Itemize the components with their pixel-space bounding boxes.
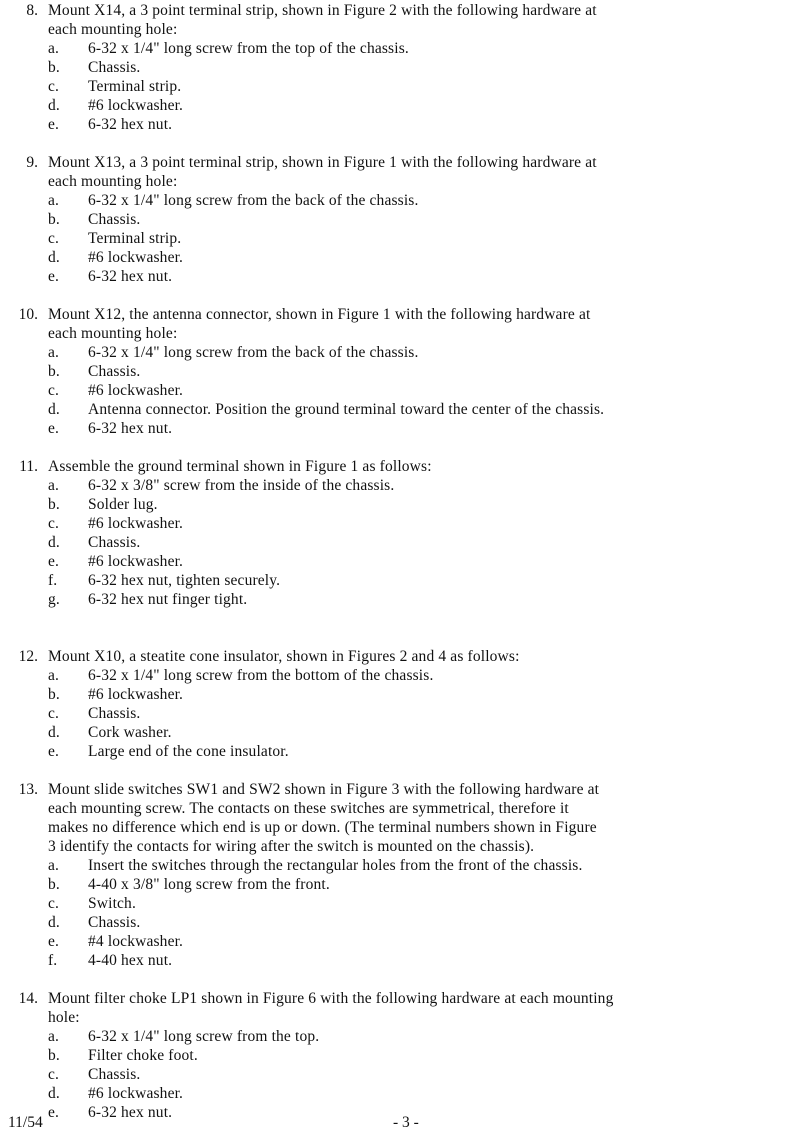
sub-step-text: Chassis. bbox=[88, 534, 141, 551]
sub-step bbox=[48, 590, 800, 609]
sub-step bbox=[48, 514, 800, 533]
step-text: each mounting hole: bbox=[48, 21, 178, 38]
sub-step-letter: c. bbox=[48, 705, 60, 722]
step-number: 14. bbox=[18, 990, 38, 1007]
step-text: Mount X10, a steatite cone insulator, shown in Figures 2 and 4 as follows: bbox=[48, 648, 520, 665]
sub-step-text: #6 lockwasher. bbox=[88, 686, 184, 703]
sub-step-text: 6-32 x 1/4" long screw from the top. bbox=[88, 1028, 320, 1045]
sub-step-letter: a. bbox=[48, 344, 60, 361]
sub-step-letter: b. bbox=[48, 59, 60, 76]
sub-step bbox=[48, 742, 800, 761]
sub-step bbox=[48, 894, 800, 913]
sub-step-letter: a. bbox=[48, 1028, 60, 1045]
sub-step-text: #4 lockwasher. bbox=[88, 933, 184, 950]
sub-step bbox=[48, 1103, 800, 1122]
sub-step-letter: e. bbox=[48, 420, 60, 437]
sub-step-text: #6 lockwasher. bbox=[88, 553, 184, 570]
sub-step-letter: c. bbox=[48, 895, 60, 912]
sub-step-letter: b. bbox=[48, 363, 60, 380]
page-number: - 3 - bbox=[393, 1114, 419, 1131]
sub-step-text: Chassis. bbox=[88, 59, 141, 76]
sub-step-letter: a. bbox=[48, 667, 60, 684]
sub-step-text: 6-32 x 1/4" long screw from the top of the chassis. bbox=[88, 40, 409, 57]
sub-step bbox=[48, 362, 800, 381]
sub-step-text: 4-40 hex nut. bbox=[88, 952, 173, 969]
step-item bbox=[0, 989, 800, 1122]
sub-step-letter: a. bbox=[48, 40, 60, 57]
sub-step-text: Chassis. bbox=[88, 705, 141, 722]
sub-step bbox=[48, 77, 800, 96]
sub-step bbox=[48, 191, 800, 210]
sub-step bbox=[48, 875, 800, 894]
sub-step bbox=[48, 381, 800, 400]
step-item bbox=[0, 780, 800, 970]
sub-step bbox=[48, 685, 800, 704]
step-text: Mount X12, the antenna connector, shown in Figure 1 with the following hardware at bbox=[48, 306, 591, 323]
sub-step-letter: f. bbox=[48, 572, 58, 589]
sub-step-text: Terminal strip. bbox=[88, 230, 182, 247]
sub-step-text: #6 lockwasher. bbox=[88, 382, 184, 399]
step-text: Assemble the ground terminal shown in Figure 1 as follows: bbox=[48, 458, 432, 475]
step-text: each mounting hole: bbox=[48, 325, 178, 342]
sub-step-text: Antenna connector. Position the ground terminal toward the center of the chassis. bbox=[88, 401, 605, 418]
sub-step-text: #6 lockwasher. bbox=[88, 515, 184, 532]
step-text: hole: bbox=[48, 1009, 80, 1026]
step-number: 8. bbox=[26, 2, 38, 19]
sub-step-text: 4-40 x 3/8" long screw from the front. bbox=[88, 876, 330, 893]
sub-step-letter: d. bbox=[48, 534, 60, 551]
sub-step-text: 6-32 hex nut. bbox=[88, 420, 173, 437]
sub-step bbox=[48, 951, 800, 970]
sub-step-letter: g. bbox=[48, 591, 60, 608]
step-item bbox=[0, 647, 800, 761]
sub-step bbox=[48, 704, 800, 723]
sub-step bbox=[48, 39, 800, 58]
sub-step bbox=[48, 400, 800, 419]
sub-step-letter: a. bbox=[48, 192, 60, 209]
sub-step bbox=[48, 533, 800, 552]
sub-step-text: 6-32 x 1/4" long screw from the back of the chassis. bbox=[88, 344, 419, 361]
sub-step bbox=[48, 248, 800, 267]
sub-step-letter: c. bbox=[48, 1066, 60, 1083]
sub-step-letter: d. bbox=[48, 724, 60, 741]
step-text: makes no difference which end is up or down. (The terminal numbers shown in Figure bbox=[48, 819, 597, 836]
sub-step bbox=[48, 1046, 800, 1065]
step-number: 10. bbox=[18, 306, 38, 323]
step-text: Mount X14, a 3 point terminal strip, shown in Figure 2 with the following hardware at bbox=[48, 2, 597, 19]
sub-step-text: Insert the switches through the rectangular holes from the front of the chassis. bbox=[88, 857, 583, 874]
sub-step-text: 6-32 x 1/4" long screw from the bottom of the chassis. bbox=[88, 667, 434, 684]
sub-step-letter: d. bbox=[48, 97, 60, 114]
sub-step-letter: c. bbox=[48, 382, 60, 399]
sub-step-letter: e. bbox=[48, 116, 60, 133]
sub-step-letter: d. bbox=[48, 401, 60, 418]
sub-step bbox=[48, 229, 800, 248]
footer-date: 11/54 bbox=[8, 1114, 43, 1131]
step-item bbox=[0, 153, 800, 286]
sub-step-text: Solder lug. bbox=[88, 496, 158, 513]
sub-step bbox=[48, 58, 800, 77]
sub-step-letter: b. bbox=[48, 496, 60, 513]
step-text: Mount slide switches SW1 and SW2 shown in Figure 3 with the following hardware at bbox=[48, 781, 600, 798]
sub-step-text: Switch. bbox=[88, 895, 136, 912]
sub-step bbox=[48, 476, 800, 495]
sub-step bbox=[48, 419, 800, 438]
step-text: Mount filter choke LP1 shown in Figure 6 with the following hardware at each mounting bbox=[48, 990, 614, 1007]
sub-step bbox=[48, 343, 800, 362]
sub-step bbox=[48, 115, 800, 134]
step-text: 3 identify the contacts for wiring after the switch is mounted on the chassis). bbox=[48, 838, 535, 855]
sub-step bbox=[48, 495, 800, 514]
step-item bbox=[0, 1, 800, 134]
step-text: each mounting hole: bbox=[48, 173, 178, 190]
sub-step-text: Filter choke foot. bbox=[88, 1047, 198, 1064]
step-item bbox=[0, 305, 800, 438]
sub-step-letter: a. bbox=[48, 477, 60, 494]
sub-step bbox=[48, 552, 800, 571]
sub-step-letter: a. bbox=[48, 857, 60, 874]
sub-step-letter: b. bbox=[48, 1047, 60, 1064]
sub-step-letter: e. bbox=[48, 933, 60, 950]
sub-step-text: 6-32 x 3/8" screw from the inside of the chassis. bbox=[88, 477, 395, 494]
sub-step-text: Chassis. bbox=[88, 363, 141, 380]
sub-step bbox=[48, 1084, 800, 1103]
sub-step bbox=[48, 1027, 800, 1046]
sub-step bbox=[48, 210, 800, 229]
sub-step bbox=[48, 96, 800, 115]
sub-step-text: 6-32 hex nut finger tight. bbox=[88, 591, 248, 608]
sub-step-letter: e. bbox=[48, 553, 60, 570]
sub-step-text: Chassis. bbox=[88, 211, 141, 228]
step-number: 11. bbox=[19, 458, 38, 475]
sub-step-letter: e. bbox=[48, 1104, 60, 1121]
sub-step bbox=[48, 1065, 800, 1084]
sub-step-letter: b. bbox=[48, 211, 60, 228]
step-number: 12. bbox=[18, 648, 38, 665]
sub-step-letter: b. bbox=[48, 876, 60, 893]
sub-step-letter: d. bbox=[48, 249, 60, 266]
sub-step bbox=[48, 913, 800, 932]
sub-step-text: #6 lockwasher. bbox=[88, 97, 184, 114]
sub-step-text: #6 lockwasher. bbox=[88, 249, 184, 266]
sub-step-letter: c. bbox=[48, 78, 60, 95]
sub-step bbox=[48, 666, 800, 685]
sub-step-letter: f. bbox=[48, 952, 58, 969]
sub-step-letter: b. bbox=[48, 686, 60, 703]
sub-step-letter: e. bbox=[48, 743, 60, 760]
step-item bbox=[0, 457, 800, 609]
sub-step-text: 6-32 hex nut. bbox=[88, 268, 173, 285]
step-number: 13. bbox=[18, 781, 38, 798]
instructions-list bbox=[0, 1, 800, 1141]
sub-step-letter: c. bbox=[48, 515, 60, 532]
step-number: 9. bbox=[26, 154, 38, 171]
sub-step bbox=[48, 932, 800, 951]
sub-step-text: 6-32 hex nut. bbox=[88, 1104, 173, 1121]
sub-step-text: 6-32 hex nut. bbox=[88, 116, 173, 133]
sub-step-text: Chassis. bbox=[88, 1066, 141, 1083]
step-text: Mount X13, a 3 point terminal strip, shown in Figure 1 with the following hardware at bbox=[48, 154, 597, 171]
sub-step bbox=[48, 856, 800, 875]
sub-step-text: Terminal strip. bbox=[88, 78, 182, 95]
sub-step-letter: c. bbox=[48, 230, 60, 247]
sub-step-letter: e. bbox=[48, 268, 60, 285]
sub-step-text: Chassis. bbox=[88, 914, 141, 931]
sub-step bbox=[48, 723, 800, 742]
sub-step-text: 6-32 hex nut, tighten securely. bbox=[88, 572, 281, 589]
sub-step bbox=[48, 571, 800, 590]
sub-step bbox=[48, 267, 800, 286]
sub-step-text: Cork washer. bbox=[88, 724, 172, 741]
sub-step-text: 6-32 x 1/4" long screw from the back of the chassis. bbox=[88, 192, 419, 209]
sub-step-letter: d. bbox=[48, 1085, 60, 1102]
step-text: each mounting screw. The contacts on these switches are symmetrical, therefore it bbox=[48, 800, 569, 817]
sub-step-letter: d. bbox=[48, 914, 60, 931]
sub-step-text: Large end of the cone insulator. bbox=[88, 743, 289, 760]
sub-step-text: #6 lockwasher. bbox=[88, 1085, 184, 1102]
